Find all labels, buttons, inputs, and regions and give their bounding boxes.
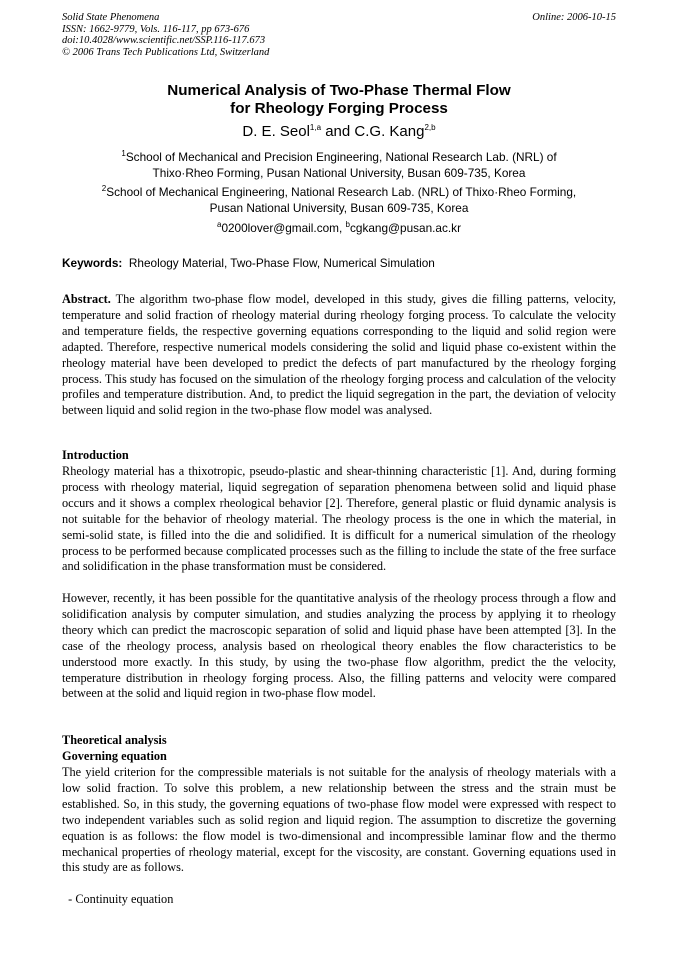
email-a[interactable]: 0200lover@gmail.com,	[221, 221, 346, 235]
author-1: D. E. Seol	[242, 123, 310, 140]
journal-name: Solid State Phenomena	[62, 12, 160, 23]
doi-line: doi:10.4028/www.scientific.net/SSP.116-117.673	[62, 35, 266, 46]
copyright-line: © 2006 Trans Tech Publications Ltd, Switzerland	[62, 46, 270, 58]
title-line-1: Numerical Analysis of Two-Phase Thermal Flow	[167, 82, 511, 99]
keywords-text: Rheology Material, Two-Phase Flow, Numerical Simulation	[122, 256, 435, 270]
paper-title	[0, 82, 678, 118]
author-2-marks: 2,b	[424, 123, 436, 132]
affiliation-1-mark: 1	[121, 149, 126, 159]
introduction-paragraph-1: Rheology material has a thixotropic, pseudo-plastic and shear-thinning characteristic [1]. And, during forming process with rheology material, liquid segregation of separation phenomena between solid and liquid phase occurs and it shows a complex rheological behavior [2]. Therefore, general plastic or fluid dynamic analysis is not suitable for the behavior of rheology material. The rheology process is the one in which the material, in semi-solid state, is filled into the die and solidified. It is difficult for a numerical simulation of the rheology process to be performed because complicated processes such as the filling to include the state of the free surface and solidification in the phase transformation must be considered.	[62, 464, 616, 574]
email-b-mark: b	[345, 220, 350, 230]
issn-line: ISSN: 1662-9779, Vols. 116-117, pp 673-676	[62, 23, 250, 35]
introduction-paragraph-2: However, recently, it has been possible for the quantitative analysis of the rheology process through a flow and solidification analysis by computer simulation, and studies analyzing the process by applying it to rheology theory which can predict the macroscopic separation of solid and liquid phase have been attempted [3]. In the case of the rheology process, analysis based on rheological theory enables the flow characteristics to be understood more exactly. In this study, by using the two-phase flow algorithm, predict the the velocity, temperature distribution in rheology forging process. Also, the filling patterns and velocity were compared between at the solid and liquid region in two-phase flow model.	[62, 591, 616, 701]
author-1-marks: 1,a	[309, 123, 322, 132]
abstract-label: Abstract.	[62, 292, 111, 306]
affiliation-2-line-2: Pusan National University, Busan 609-735, Korea	[209, 201, 469, 215]
introduction-heading: Introduction	[62, 448, 129, 462]
affiliation-2	[0, 184, 678, 216]
affiliation-1	[0, 149, 678, 181]
author-list	[0, 123, 678, 141]
author-2: C.G. Kang	[354, 123, 425, 140]
affiliation-1-line-1: School of Mechanical and Precision Engineering, National Research Lab. (NRL) of	[125, 150, 557, 164]
keywords-label: Keywords:	[62, 256, 123, 270]
online-date: Online: 2006-10-15	[532, 12, 616, 23]
affiliation-2-line-1: School of Mechanical Engineering, National Research Lab. (NRL) of Thixo·Rheo Forming,	[106, 185, 577, 199]
abstract-text: The algorithm two-phase flow model, developed in this study, gives die filling patterns, velocity, temperature and solid fraction of rheology material during rheology forging process. To calculate the velocity and temperature fields, the respective governing equations corresponding to the liquid and solid region were adapted. Therefore, respective numerical models considering the solid and liquid phase co-existent within the rheology material have been developed to predict the defects of part manufactured by the rheology forging process. This study has focused on the simulation of the rheology forging process and calculation of the velocity profiles and temperature distribution. And, to predict the liquid segregation in the part, the deviation of velocity between liquid and solid region in the two-phase flow model was analysed.	[62, 292, 616, 418]
abstract	[62, 292, 616, 419]
author-emails	[0, 220, 678, 236]
affiliation-1-line-2: Thixo·Rheo Forming, Pusan National University, Busan 609-735, Korea	[152, 166, 526, 180]
email-b[interactable]: cgkang@pusan.ac.kr	[350, 221, 461, 235]
theory-heading: Theoretical analysis	[62, 733, 167, 747]
author-conjunction: and	[321, 123, 355, 140]
continuity-equation-item: - Continuity equation	[62, 892, 174, 906]
title-line-2: for Rheology Forging Process	[230, 100, 448, 117]
governing-equation-heading: Governing equation	[62, 749, 167, 763]
governing-equation-paragraph: The yield criterion for the compressible materials is not suitable for the analysis of rheology materials with a low solid fraction. To solve this problem, a new relationship between the stress and the strain must be established. So, in this study, the governing equations of two-phase flow model were expressed with respect to two independent variables such as solid region and liquid region. The assumption to discretize the governing equation is as follows: the flow model is two-dimensional and incompressible laminar flow and the thermo mechanical properties of rheology material, except for the viscosity, are constant. Governing equations used in this study are as follows.	[62, 765, 616, 875]
email-a-mark: a	[216, 220, 222, 230]
keywords-line	[62, 256, 616, 271]
journal-header	[62, 12, 616, 58]
affiliation-2-mark: 2	[101, 184, 107, 194]
